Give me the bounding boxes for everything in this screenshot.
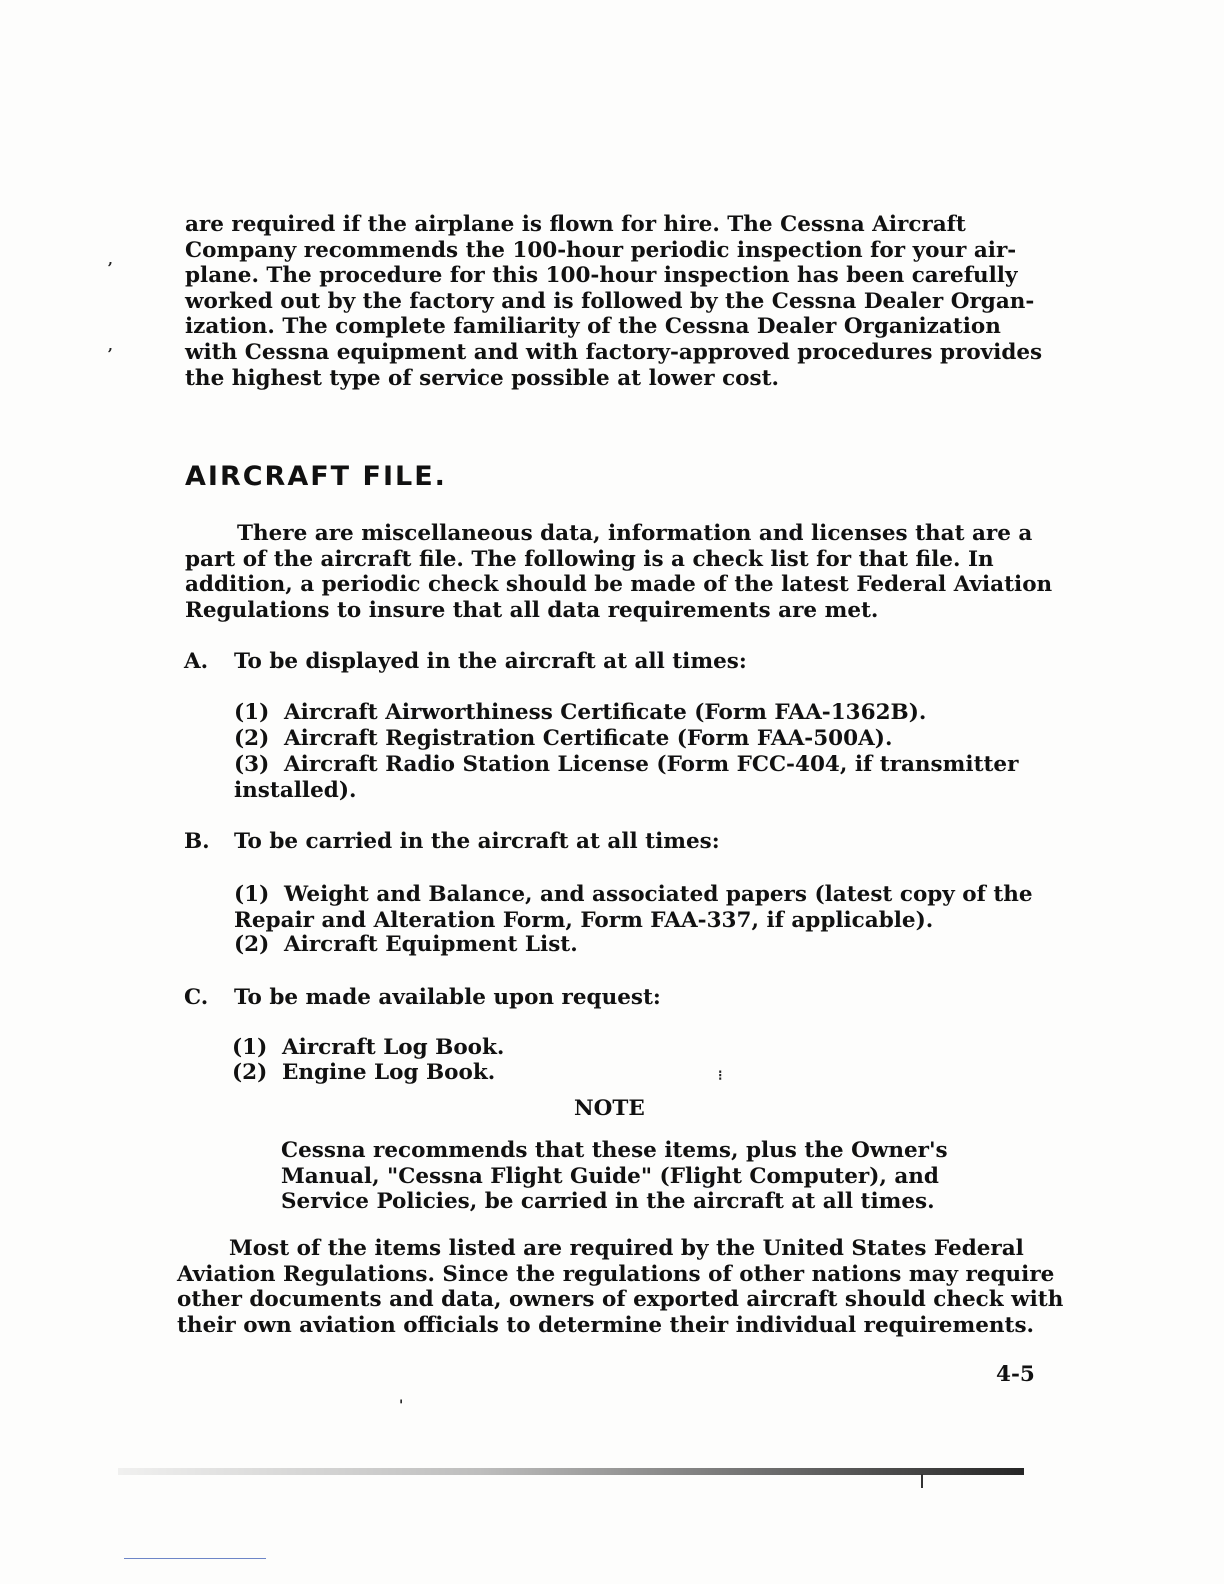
text-line: There are miscellaneous data, information and licenses that are a: [237, 521, 1033, 546]
text-line: are required if the airplane is flown for hire. The Cessna Aircraft: [185, 212, 966, 237]
text-line: their own aviation officials to determine their individual requirements.: [177, 1312, 1035, 1338]
group-b-label: [184, 829, 720, 855]
note-paragraph: [281, 1138, 948, 1215]
text-line: Most of the items listed are required by the United States Federal: [229, 1236, 1024, 1261]
item-number: (3): [234, 752, 270, 777]
group-letter: B.: [184, 829, 210, 854]
group-letter: C.: [184, 985, 209, 1010]
text-line: worked out by the factory and is followed by the Cessna Dealer Organ-: [185, 288, 1035, 314]
group-c-label: [184, 985, 661, 1011]
item-number: (2): [234, 932, 270, 957]
item-text: Repair and Alteration Form, Form FAA-337, if applicable).: [234, 907, 934, 933]
item-text: installed).: [234, 777, 357, 803]
note-title: NOTE: [574, 1096, 645, 1121]
item-text: Aircraft Equipment List.: [284, 932, 578, 957]
margin-mark: ,: [108, 252, 113, 268]
intro-paragraph: [185, 212, 1042, 391]
text-line: the highest type of service possible at lower cost.: [185, 365, 780, 391]
text-line: Manual, "Cessna Flight Guide" (Flight Computer), and: [281, 1163, 939, 1189]
margin-mark: ': [399, 1398, 404, 1414]
text-line: plane. The procedure for this 100-hour inspection has been carefully: [185, 263, 1018, 289]
text-line: with Cessna equipment and with factory-approved procedures provides: [185, 339, 1043, 365]
item-number: (1): [234, 882, 270, 907]
group-letter: A.: [184, 649, 209, 674]
text-line: Cessna recommends that these items, plus the Owner's: [281, 1138, 948, 1163]
section-heading: AIRCRAFT FILE.: [185, 461, 447, 492]
item-number: (2): [234, 726, 270, 751]
item-text: Aircraft Radio Station License (Form FCC-404, if transmitter: [284, 752, 1019, 777]
list-item: [234, 726, 892, 752]
section-intro-paragraph: [185, 521, 1052, 623]
scan-artifact-line: [118, 1468, 1024, 1475]
text-line: other documents and data, owners of exported aircraft should check with: [177, 1287, 1064, 1313]
item-text: Engine Log Book.: [282, 1060, 496, 1085]
list-item: [232, 1035, 504, 1061]
margin-mark: ,: [108, 338, 113, 354]
group-title: To be made available upon request:: [234, 985, 661, 1010]
item-number: (1): [234, 700, 270, 725]
item-text: Aircraft Airworthiness Certificate (Form FAA-1362B).: [284, 700, 927, 725]
text-line: ization. The complete familiarity of the Cessna Dealer Organization: [185, 314, 1001, 340]
text-line: Service Policies, be carried in the aircraft at all times.: [281, 1189, 935, 1215]
group-a-label: [184, 649, 747, 675]
closing-paragraph: [177, 1236, 1063, 1338]
page-number: 4-5: [996, 1362, 1035, 1387]
item-number: (1): [232, 1035, 268, 1060]
item-line: [234, 752, 1018, 778]
text-line: Company recommends the 100-hour periodic inspection for your air-: [185, 237, 1017, 263]
text-line: Regulations to insure that all data requirements are met.: [185, 597, 879, 623]
list-item: [234, 700, 926, 726]
scan-artifact-tick: [921, 1474, 923, 1488]
group-title: To be displayed in the aircraft at all times:: [234, 649, 747, 674]
text-line: addition, a periodic check should be made of the latest Federal Aviation: [185, 572, 1053, 598]
text-line: Aviation Regulations. Since the regulations of other nations may require: [177, 1261, 1055, 1287]
blue-rule: [124, 1558, 266, 1559]
list-item: [232, 1060, 495, 1086]
list-item: [234, 932, 578, 958]
item-text: Aircraft Log Book.: [282, 1035, 505, 1060]
item-text: Weight and Balance, and associated papers (latest copy of the: [284, 882, 1033, 907]
margin-mark: ⁝: [718, 1068, 723, 1084]
item-number: (2): [232, 1060, 268, 1085]
item-line: [234, 882, 1033, 908]
list-item: [234, 882, 1033, 933]
group-title: To be carried in the aircraft at all times:: [234, 829, 720, 854]
list-item: [234, 752, 1018, 803]
text-line: part of the aircraft file. The following is a check list for that file. In: [185, 546, 994, 572]
item-text: Aircraft Registration Certificate (Form FAA-500A).: [284, 726, 893, 751]
